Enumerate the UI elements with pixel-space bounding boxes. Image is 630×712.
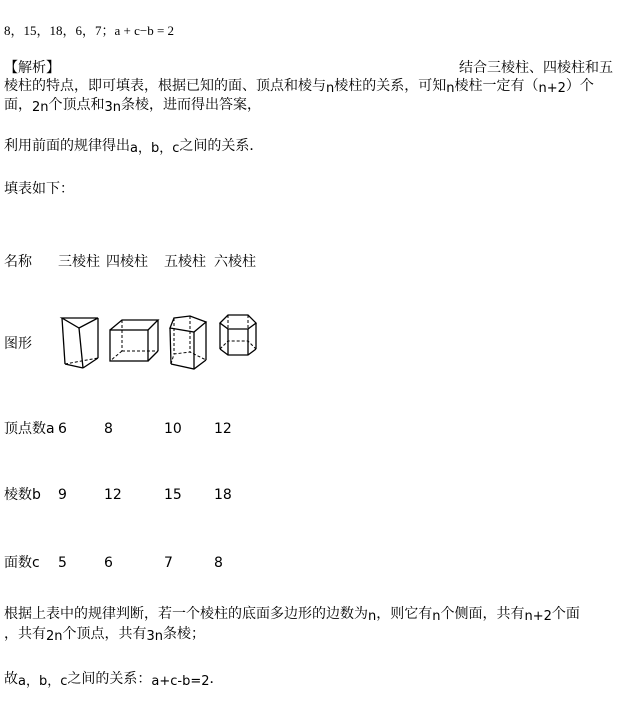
text: 之间的关系： xyxy=(67,671,152,687)
text: 条棱，进而得出答案， xyxy=(121,97,262,113)
text: ． xyxy=(209,671,224,687)
row-label-edges: 棱数b xyxy=(4,487,41,503)
row-label-faces: 面数c xyxy=(4,555,40,571)
table-cell: 5 xyxy=(58,555,67,571)
table-cell: 9 xyxy=(58,487,67,503)
math-2n: 2n xyxy=(32,100,49,115)
analysis-line-3 xyxy=(4,96,261,117)
text: 故 xyxy=(4,671,18,687)
text: 个面 xyxy=(551,606,580,622)
table-cell: 7 xyxy=(164,555,173,571)
text: ，则它有 xyxy=(376,606,433,622)
table-header-label: 名称 xyxy=(4,254,32,270)
conclusion-line-2 xyxy=(4,625,205,646)
column-header: 六棱柱 xyxy=(214,254,256,270)
table-cell: 12 xyxy=(214,421,232,437)
column-header: 三棱柱 xyxy=(58,254,100,270)
math-n: n xyxy=(326,81,335,96)
text: 利用前面的规律得出 xyxy=(4,138,130,154)
table-figure-label: 图形 xyxy=(4,336,32,352)
text: 面， xyxy=(4,97,32,113)
analysis-line-1: 结合三棱柱、四棱柱和五 xyxy=(459,60,613,76)
text: 根据上表中的规律判断，若一个棱柱的底面多边形的边数为 xyxy=(4,606,368,622)
column-header: 五棱柱 xyxy=(164,254,206,270)
conclusion-final xyxy=(4,670,224,691)
math-n-plus-2: n+2 xyxy=(524,609,552,624)
math-3n: 3n xyxy=(104,100,122,115)
analysis-line-2 xyxy=(4,77,594,98)
table-cell: 6 xyxy=(104,555,113,571)
text: 个侧面，共有 xyxy=(440,606,525,622)
text: 棱柱的关系，可知 xyxy=(334,78,447,94)
table-cell: 10 xyxy=(164,421,182,437)
formula: a+c-b=2 xyxy=(151,674,210,689)
answer-line: 8，15，18，6，7；a + c−b = 2 xyxy=(4,23,175,38)
text: 棱柱一定有（ xyxy=(454,78,539,94)
math-abc: a，b，c xyxy=(18,674,68,689)
analysis-tag: 【解析】 xyxy=(4,60,60,76)
cube-icon xyxy=(108,318,162,364)
table-cell: 18 xyxy=(214,487,232,503)
math-n: n xyxy=(432,609,441,624)
text: 之间的关系． xyxy=(179,138,264,154)
math-abc: a，b，c xyxy=(130,141,180,156)
text: 条棱； xyxy=(163,626,206,642)
table-cell: 8 xyxy=(214,555,223,571)
hexagonal-prism-icon xyxy=(216,313,262,359)
math-n-plus-2: n+2 xyxy=(538,81,566,96)
table-cell: 15 xyxy=(164,487,182,503)
pentagonal-prism-icon xyxy=(166,312,212,372)
column-header: 四棱柱 xyxy=(106,254,148,270)
text: 个顶点，共有 xyxy=(62,626,147,642)
text: ）个 xyxy=(565,78,594,94)
text: ，共有 xyxy=(4,626,46,642)
analysis-line-4 xyxy=(4,137,263,158)
table-cell: 8 xyxy=(104,421,113,437)
conclusion-line-1 xyxy=(4,605,580,626)
table-cell: 6 xyxy=(58,421,67,437)
math-n: n xyxy=(368,609,377,624)
text: 个顶点和 xyxy=(48,97,105,113)
math-2n: 2n xyxy=(46,629,63,644)
math-n: n xyxy=(446,81,455,96)
text: 棱柱的特点，即可填表，根据已知的面、顶点和棱与 xyxy=(4,78,326,94)
row-label-vertices: 顶点数a xyxy=(4,421,55,437)
table-cell: 12 xyxy=(104,487,122,503)
analysis-line-5: 填表如下： xyxy=(4,181,74,197)
triangular-prism-icon xyxy=(58,312,104,372)
math-3n: 3n xyxy=(146,629,164,644)
